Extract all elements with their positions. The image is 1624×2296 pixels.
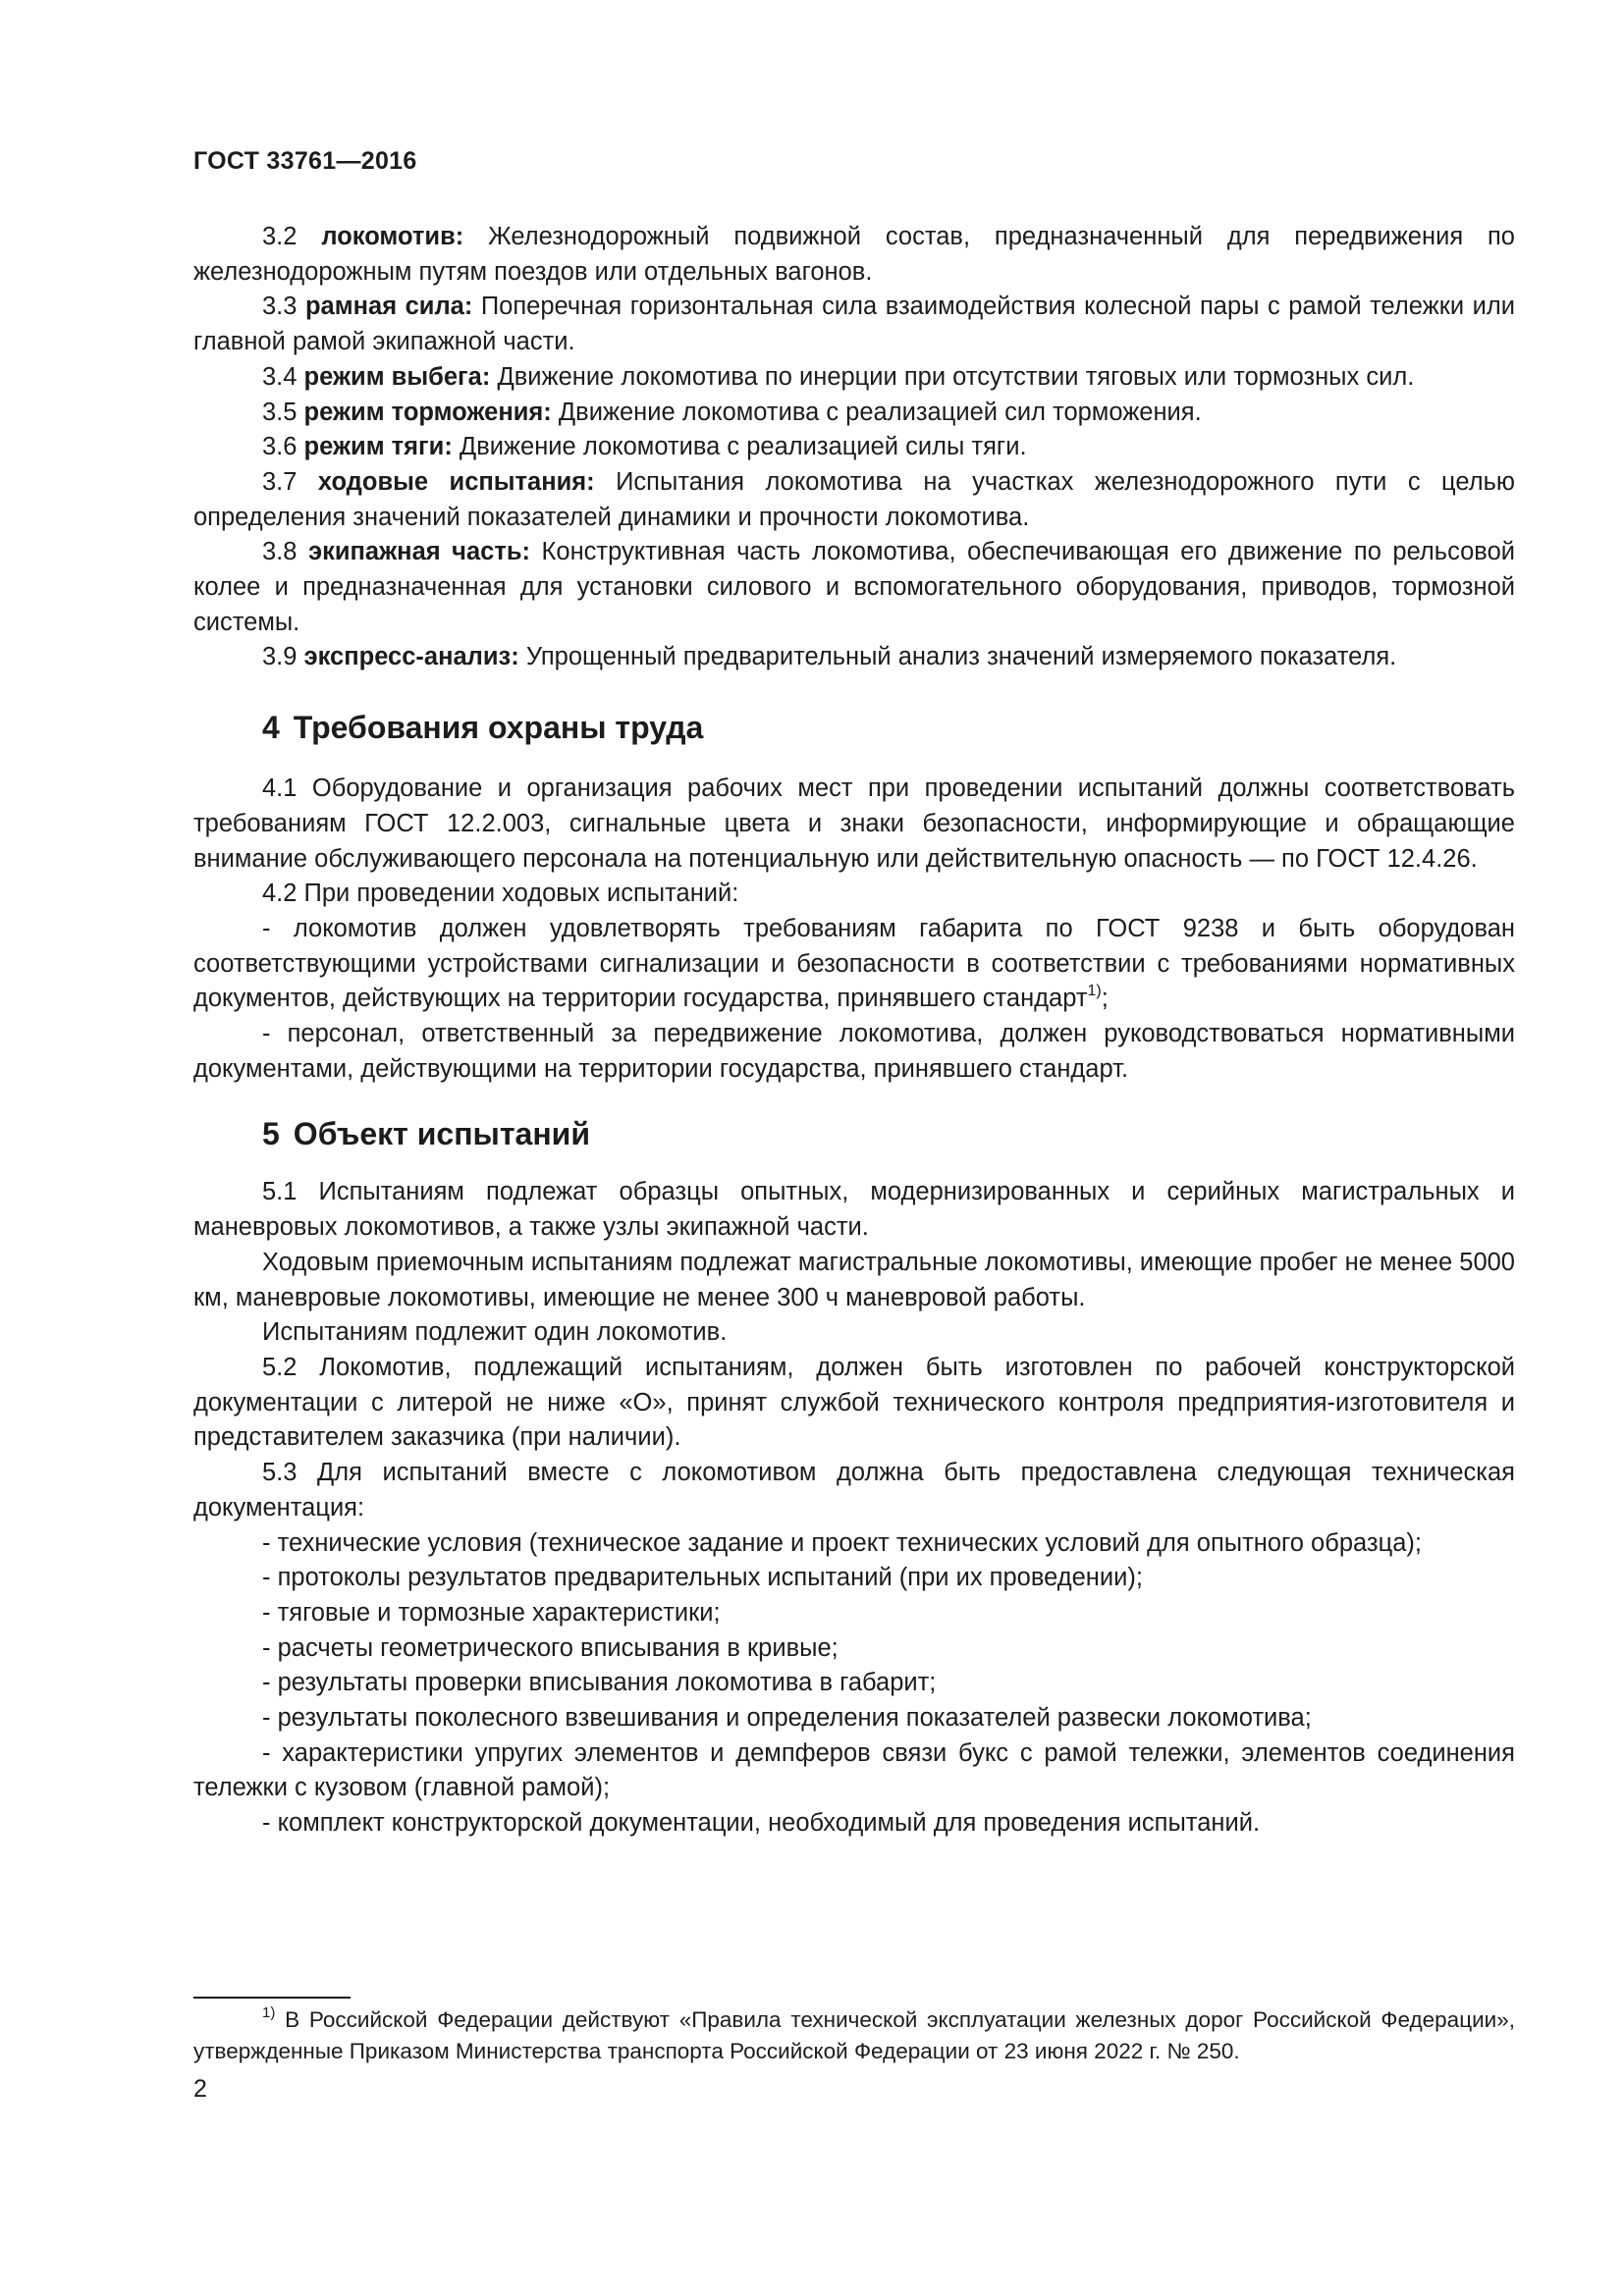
paragraph: 5.3 Для испытаний вместе с локомотивом должна быть предоставлена следующая техническая документация: <box>193 1459 1515 1522</box>
page-content <box>193 220 1515 1842</box>
list-item: - тяговые и тормозные характеристики; <box>262 1598 721 1627</box>
definition-3-7: 3.7 ходовые испытания: Испытания локомотива на участках железнодорожного пути с целью определения значений показателей динамики и прочности локомотива. <box>193 467 1515 531</box>
footnote-mark: 1) <box>262 2004 276 2021</box>
paragraph: 5.1 Испытаниям подлежат образцы опытных, модернизированных и серийных магистральных и маневровых локомотивов, а также узлы экипажной части. <box>193 1178 1515 1242</box>
list-item: - расчеты геометрического вписывания в кривые; <box>262 1633 839 1662</box>
definition-3-2: 3.2 локомотив: Железнодорожный подвижной состав, предназначенный для передвижения по железнодорожным путям поездов или отдельных вагонов. <box>193 223 1515 286</box>
paragraph-4-1: 4.1 Оборудование и организация рабочих мест при проведении испытаний должны соответствовать требованиям ГОСТ 12.2.003, сигнальные цвета и знаки безопасности, информирующие и обращающие внимание обслуживающего персонала на потенциальную или действительную опасность — по ГОСТ 12.4.26. <box>193 774 1515 873</box>
paragraph: Ходовым приемочным испытаниям подлежат магистральные локомотивы, имеющие пробег не менее 5000 км, маневровые локомотивы, имеющие не менее 300 ч маневровой работы. <box>193 1248 1515 1311</box>
list-item: - протоколы результатов предварительных испытаний (при их проведении); <box>262 1564 1143 1592</box>
term: локомотив: <box>321 223 464 250</box>
list-item: - результаты поколесного взвешивания и определения показателей развески локомотива; <box>262 1704 1312 1733</box>
term: режим выбега: <box>303 362 491 391</box>
paragraph: Испытаниям подлежит один локомотив. <box>262 1318 728 1347</box>
term: экспресс-анализ: <box>303 643 519 671</box>
list-item: - комплект конструкторской документации, необходимый для проведения испытаний. <box>262 1809 1261 1838</box>
definition-3-9: 3.9 экспресс-анализ: Упрощенный предварительный анализ значений измеряемого показателя. <box>262 643 1397 671</box>
list-item: - характеристики упругих элементов и демпферов связи букс с рамой тележки, элементов соединения тележки с кузовом (главной рамой); <box>193 1738 1515 1802</box>
list-item: - результаты проверки вписывания локомотива в габарит; <box>262 1669 937 1697</box>
definition-3-5: 3.5 режим торможения: Движение локомотива с реализацией сил торможения. <box>262 398 1202 426</box>
term: ходовые испытания: <box>317 467 595 496</box>
term: экипажная часть: <box>308 538 531 566</box>
term: режим тяги: <box>303 433 453 461</box>
term: рамная сила: <box>304 293 473 321</box>
section-5-heading: 5 Объект испытаний <box>262 1116 590 1152</box>
footnote-reference: 1) <box>1087 983 1102 1000</box>
list-item: - локомотив должен удовлетворять требованиям габарита по ГОСТ 9238 и быть оборудован соответствующими устройствами сигнализации и безопасности в соответствии с требованиями нормативных документов, действующих на территории государства, принявшего стандарт$^{1)}$; <box>193 914 1515 1013</box>
footnote-separator <box>193 1997 351 1999</box>
definition-3-6: 3.6 режим тяги: Движение локомотива с реализацией силы тяги. <box>262 433 1027 461</box>
definition-3-4: 3.4 режим выбега: Движение локомотива по инерции при отсутствии тяговых или тормозных сил. <box>262 362 1415 391</box>
definition-3-3: 3.3 рамная сила: Поперечная горизонтальная сила взаимодействия колесной пары с рамой тележки или главной рамой экипажной части. <box>193 293 1515 356</box>
paragraph: 5.2 Локомотив, подлежащий испытаниям, должен быть изготовлен по рабочей конструкторской документации с литерой не ниже «О», принят службой технического контроля предприятия-изготовителя и представителем заказчика (при наличии). <box>193 1353 1515 1452</box>
section-4-heading: 4 Требования охраны труда <box>262 710 704 746</box>
term: режим торможения: <box>303 398 552 426</box>
footnote: $^{1)}$ В Российской Федерации действуют «Правила технической эксплуатации железных дорог Российской Федерации», утвержденные Приказом Министерства транспорта Российской Федерации от 23 июня 2022 г. № 250. <box>193 2004 1515 2063</box>
running-header: ГОСТ 33761—2016 <box>193 147 417 175</box>
list-item: - персонал, ответственный за передвижение локомотива, должен руководствоваться нормативными документами, действующими на территории государства, принявшего стандарт. <box>193 1020 1515 1083</box>
page-number: 2 <box>193 2075 207 2103</box>
paragraph-4-2: 4.2 При проведении ходовых испытаний: <box>262 880 739 908</box>
definition-3-8: 3.8 экипажная часть: Конструктивная часть локомотива, обеспечивающая его движение по рельсовой колее и предназначенная для установки силового и вспомогательного оборудования, приводов, тормозной системы. <box>193 538 1515 636</box>
list-item: - технические условия (техническое задание и проект технических условий для опытного образца); <box>262 1528 1422 1557</box>
